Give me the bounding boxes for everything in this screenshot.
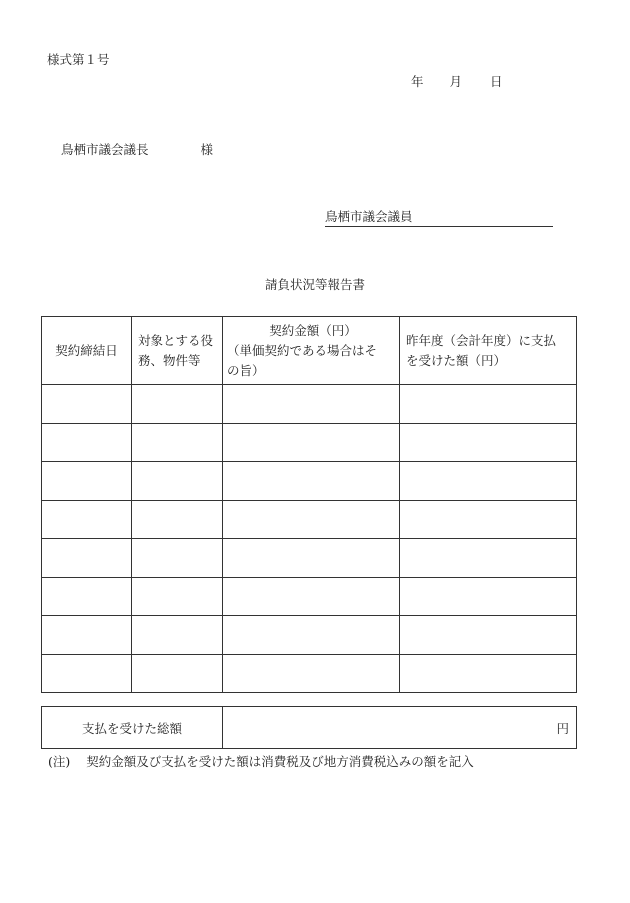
table-row [42,654,577,693]
table-row [42,539,577,578]
form-number: 様式第１号 [47,52,110,67]
footnote-mark: (注) [48,754,71,769]
date-line [411,72,503,90]
cell-last-year-paid[interactable] [400,577,577,616]
addressee-name: 鳥栖市議会議長 [61,142,149,157]
table-row [42,423,577,462]
cell-target-service[interactable] [132,500,223,539]
cell-last-year-paid[interactable] [400,500,577,539]
cell-last-year-paid[interactable] [400,462,577,501]
cell-last-year-paid[interactable] [400,616,577,655]
cell-target-service[interactable] [132,385,223,424]
document-title: 請負状況等報告書 [264,277,365,292]
header-line: の旨） [227,362,265,378]
header-line: 務、物件等 [138,352,201,368]
reporter-signature-line[interactable] [325,207,553,227]
table-row [42,462,577,501]
footnote [48,752,474,770]
date-month-label: 月 [449,74,463,89]
reporter-label: 鳥栖市議会議員 [325,209,413,224]
footnote-text: 契約金額及び支払を受けた額は消費税及び地方消費税込みの額を記入 [86,754,474,769]
cell-contract-date[interactable] [42,577,132,616]
contract-report-table [41,316,577,693]
header-contract-date [42,317,132,385]
cell-last-year-paid[interactable] [400,654,577,693]
table-row [42,577,577,616]
cell-contract-date[interactable] [42,654,132,693]
cell-contract-amount[interactable] [223,577,400,616]
cell-contract-amount[interactable] [223,462,400,501]
cell-contract-date[interactable] [42,462,132,501]
cell-contract-amount[interactable] [223,616,400,655]
cell-contract-date[interactable] [42,500,132,539]
header-line: 対象とする役 [138,332,214,348]
cell-last-year-paid[interactable] [400,385,577,424]
header-last-year-paid [400,317,577,385]
header-target-service [132,317,223,385]
cell-contract-date[interactable] [42,423,132,462]
cell-contract-date[interactable] [42,539,132,578]
table-row [42,500,577,539]
total-paid-label: 支払を受けた総額 [42,707,223,749]
header-contract-amount [223,317,400,385]
addressee [61,140,213,158]
addressee-honorific: 様 [200,142,214,157]
total-paid-value-cell[interactable] [223,707,577,749]
header-line: を受けた額（円） [406,352,507,368]
cell-target-service[interactable] [132,462,223,501]
cell-contract-amount[interactable] [223,539,400,578]
cell-contract-date[interactable] [42,616,132,655]
table-row [42,616,577,655]
cell-contract-date[interactable] [42,385,132,424]
header-line: 契約金額（円） [269,322,357,338]
cell-last-year-paid[interactable] [400,423,577,462]
cell-target-service[interactable] [132,539,223,578]
date-year-label: 年 [411,74,424,89]
table-header-row [42,317,577,385]
cell-target-service[interactable] [132,654,223,693]
total-paid-unit: 円 [556,720,569,736]
date-day-label: 日 [490,74,503,89]
cell-target-service[interactable] [132,616,223,655]
cell-contract-amount[interactable] [223,385,400,424]
cell-contract-amount[interactable] [223,500,400,539]
cell-contract-amount[interactable] [223,654,400,693]
cell-target-service[interactable] [132,423,223,462]
total-paid-table [41,706,577,749]
table-row [42,385,577,424]
header-line: 昨年度（会計年度）に支払 [406,332,557,348]
cell-last-year-paid[interactable] [400,539,577,578]
total-row [42,707,577,749]
cell-contract-amount[interactable] [223,423,400,462]
header-line: 契約締結日 [55,342,118,358]
header-line: （単価契約である場合はそ [227,342,378,358]
cell-target-service[interactable] [132,577,223,616]
